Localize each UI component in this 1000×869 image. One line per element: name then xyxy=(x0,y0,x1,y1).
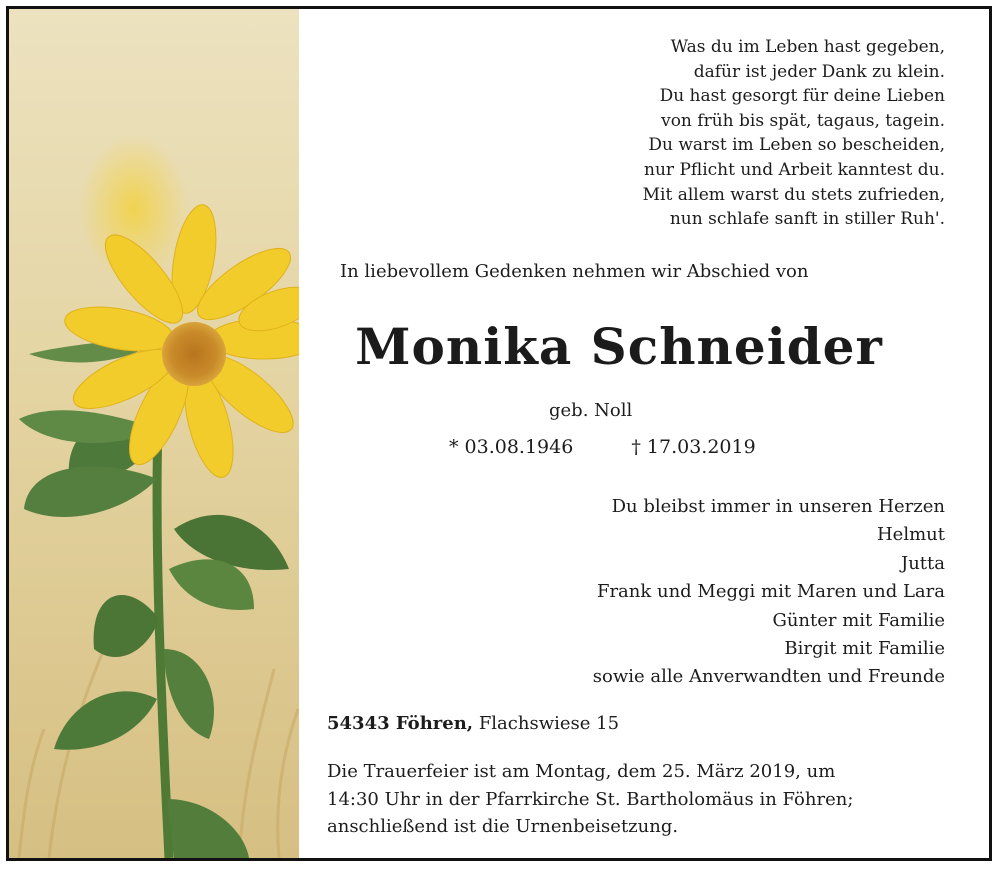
funeral-line: 14:30 Uhr in der Pfarrkirche St. Bartholomäus in Föhren; xyxy=(327,788,854,810)
death-date: † 17.03.2019 xyxy=(631,436,756,458)
life-dates xyxy=(449,436,756,458)
funeral-info xyxy=(327,758,949,841)
survivors-line: Birgit mit Familie xyxy=(784,638,945,660)
intro-line: In liebevollem Gedenken nehmen wir Abschied von xyxy=(340,261,809,282)
survivors-line: sowie alle Anverwandten und Freunde xyxy=(592,666,945,688)
poem-line: nur Pflicht und Arbeit kanntest du. xyxy=(644,159,945,180)
poem-line: dafür ist jeder Dank zu klein. xyxy=(693,61,945,82)
address-place: 54343 Föhren, xyxy=(327,713,474,734)
poem-line: nun schlafe sanft in stiller Ruh'. xyxy=(669,209,945,230)
poem xyxy=(643,35,945,232)
survivors-line: Frank und Meggi mit Maren und Lara xyxy=(596,581,945,603)
survivors-line: Helmut xyxy=(876,524,945,546)
poem-line: Mit allem warst du stets zufrieden, xyxy=(642,184,945,205)
funeral-line: Die Trauerfeier ist am Montag, dem 25. März 2019, um xyxy=(327,761,836,782)
poem-line: Du warst im Leben so bescheiden, xyxy=(648,135,945,156)
obituary-notice xyxy=(6,6,992,861)
poem-line: Was du im Leben hast gegeben, xyxy=(670,37,945,57)
poem-line: Du hast gesorgt für deine Lieben xyxy=(659,86,945,107)
address-street: Flachswiese 15 xyxy=(478,713,620,734)
poem-line: von früh bis spät, tagaus, tagein. xyxy=(661,110,945,131)
funeral-line: anschließend ist die Urnenbeisetzung. xyxy=(327,816,679,837)
address xyxy=(327,713,619,734)
survivors-line: Jutta xyxy=(900,552,945,574)
survivors-list xyxy=(593,493,945,692)
deceased-name: Monika Schneider xyxy=(355,317,883,376)
sunflower-photo xyxy=(9,9,299,858)
survivors-line: Du bleibst immer in unseren Herzen xyxy=(611,496,945,517)
birth-date: * 03.08.1946 xyxy=(449,436,574,458)
survivors-line: Günter mit Familie xyxy=(772,609,945,631)
birth-name: geb. Noll xyxy=(549,400,633,421)
